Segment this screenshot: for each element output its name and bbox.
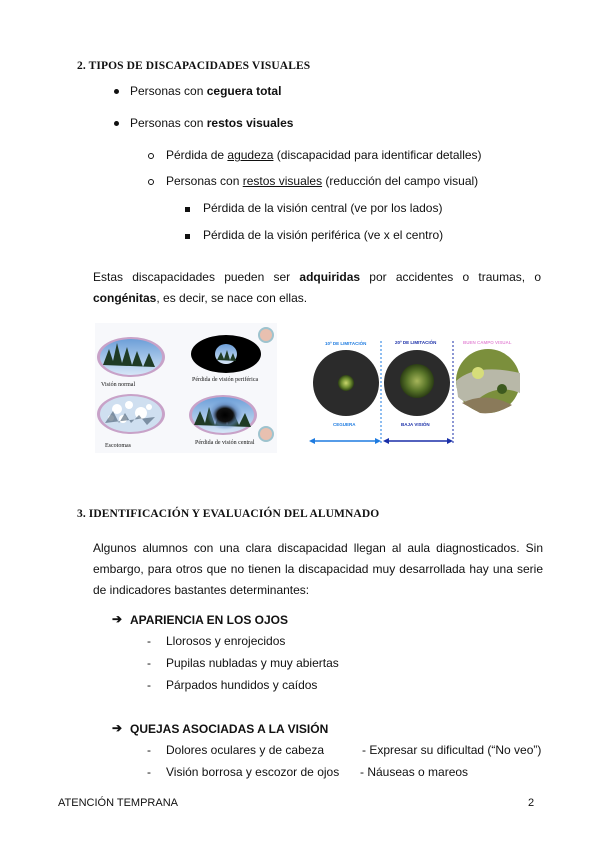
subsub-bullet-periferica: Pérdida de la visión periférica (ve x el centro): [203, 228, 444, 242]
bullet-bold: restos visuales: [206, 116, 294, 130]
label-vision-central: Pérdida de visión central: [195, 440, 255, 446]
label-ceguera: CEGUERA: [333, 422, 356, 427]
list-item: Pupilas nubladas y muy abiertas: [166, 656, 339, 670]
section-3-heading: 3. IDENTIFICACIÓN Y EVALUACIÓN DEL ALUMNADO: [77, 508, 380, 520]
dash-icon: -: [147, 634, 151, 648]
sub-text: Personas con: [166, 174, 243, 188]
sub-bullet-agudeza: [166, 148, 482, 162]
label-vision-normal: Visión normal: [101, 382, 136, 388]
figure-vision-loss-types: [95, 323, 277, 453]
bullet-restos-visuales: [130, 116, 293, 130]
face-icon: [259, 328, 273, 342]
para-bold: adquiridas: [299, 270, 361, 284]
footer-title: ATENCIÓN TEMPRANA: [58, 797, 178, 809]
bullet-dot: [114, 121, 119, 126]
section-2-paragraph: [93, 267, 541, 309]
figure-visual-field-svg: [306, 333, 530, 448]
bullet-bold: ceguera total: [206, 84, 282, 98]
page-number: 2: [528, 797, 535, 809]
label-escotomas: Escotomas: [105, 443, 131, 449]
para-text: por accidentes o traumas, o: [360, 270, 541, 284]
list-item: Dolores oculares y de cabeza: [166, 743, 325, 757]
bullet-circle: [148, 153, 154, 159]
dash-icon: -: [147, 743, 151, 757]
sub-underline: restos visuales: [242, 174, 323, 188]
section-3-paragraph: [93, 538, 543, 601]
para-line: embargo, para otros que no tienen la discapacidad muy desarrollada hay una serie: [93, 562, 543, 576]
sub-text: Pérdida de: [166, 148, 228, 162]
list-item: Párpados hundidos y caídos: [166, 678, 318, 692]
para-bold: congénitas: [93, 291, 157, 305]
bullet-square: [185, 207, 190, 212]
sub-text: (reducción del campo visual): [322, 174, 479, 188]
para-line: de indicadores bastantes determinantes:: [93, 583, 310, 597]
bullet-circle: [148, 179, 154, 185]
arrow-icon: ➔: [112, 721, 123, 735]
label-good-field: BUEN CAMPO VISUAL: [463, 340, 512, 345]
sub-bullet-restos: [166, 174, 478, 188]
eye-scotomas: [100, 396, 162, 432]
para-text: , es decir, se nace con ellas.: [156, 291, 308, 305]
label-baja-vision: BAJA VISIÓN: [401, 422, 430, 427]
bullet-text: Personas con: [130, 116, 207, 130]
figure-vision-loss-svg: [95, 323, 277, 453]
dash-icon: -: [147, 678, 151, 692]
dash-icon: -: [147, 765, 151, 779]
dash-icon: -: [147, 656, 151, 670]
group-apariencia-title: APARIENCIA EN LOS OJOS: [130, 613, 289, 627]
label-vision-periferica: Pérdida de visión periférica: [192, 377, 259, 383]
bullet-square: [185, 234, 190, 239]
subsub-bullet-central: Pérdida de la visión central (ve por los lados): [203, 201, 443, 215]
group-quejas-title: QUEJAS ASOCIADAS A LA VISIÓN: [130, 722, 329, 736]
para-text: Estas discapacidades pueden ser: [93, 270, 300, 284]
list-item: - Expresar su dificultad (“No veo”): [362, 743, 542, 757]
bullet-dot: [114, 89, 119, 94]
para-line: Algunos alumnos con una clara discapacidad llegan al aula diagnosticados. Sin: [93, 541, 543, 555]
sub-text: (discapacidad para identificar detalles): [273, 148, 482, 162]
list-item: Visión borrosa y escozor de ojos: [166, 765, 340, 779]
bullet-ceguera-total: [130, 84, 281, 98]
bullet-text: Personas con: [130, 84, 207, 98]
list-item: Llorosos y enrojecidos: [166, 634, 286, 648]
label-10-degrees: 10º DE LIMITACIÓN: [325, 341, 367, 346]
section-2-heading: 2. TIPOS DE DISCAPACIDADES VISUALES: [77, 60, 311, 72]
figure-visual-field: [306, 333, 530, 448]
label-20-degrees: 20º DE LIMITACIÓN: [395, 340, 437, 345]
arrow-icon: ➔: [112, 612, 123, 626]
face-icon: [259, 427, 273, 441]
list-item: - Náuseas o mareos: [360, 765, 469, 779]
sub-underline: agudeza: [227, 148, 274, 162]
